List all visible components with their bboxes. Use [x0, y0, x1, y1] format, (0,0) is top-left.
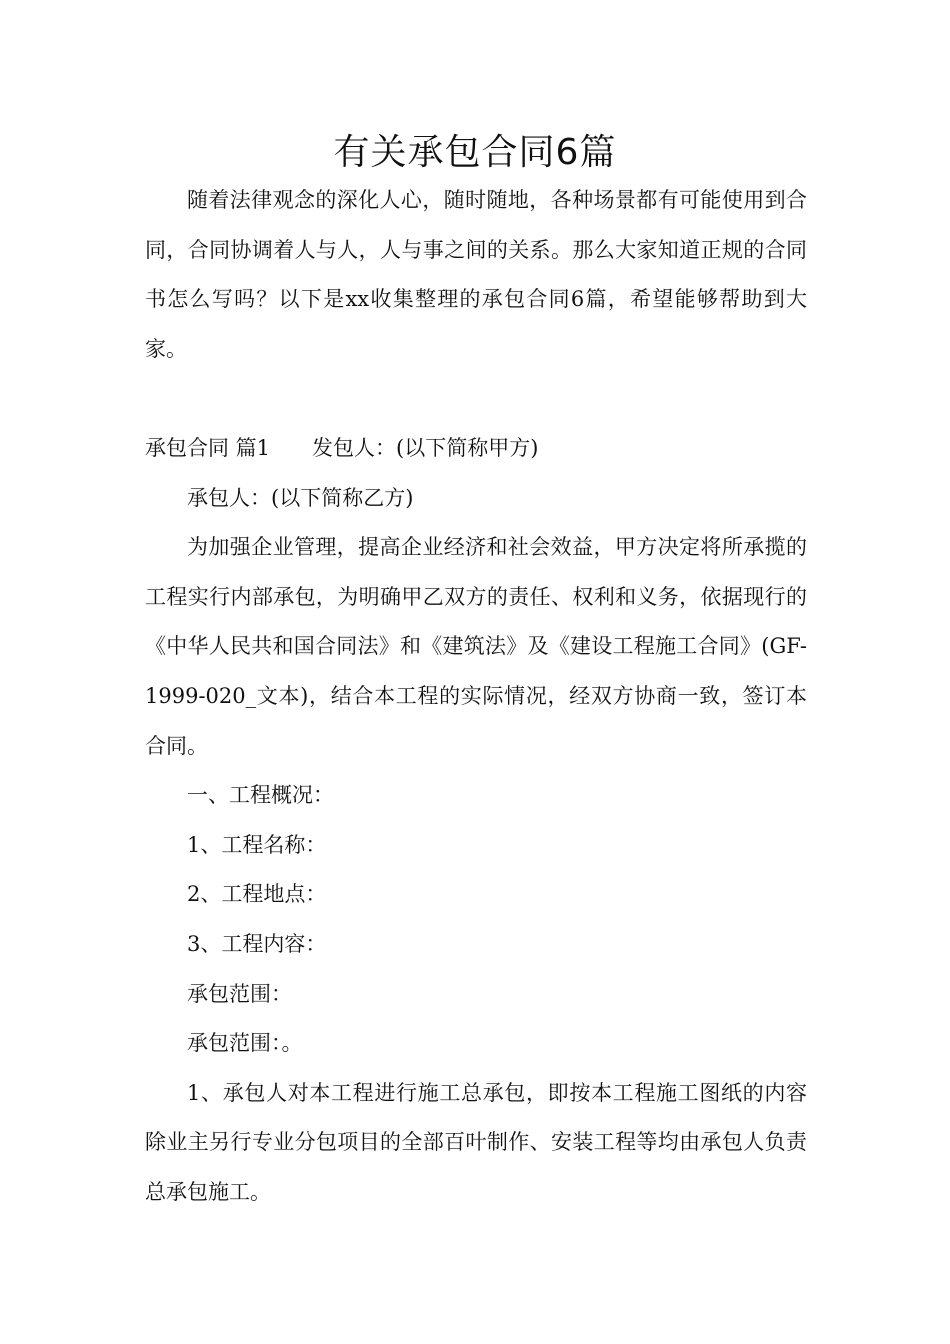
- overview-title: 一、工程概况：: [187, 783, 334, 808]
- scope-label: 承包范围：: [187, 981, 292, 1006]
- project-name-item: 1、工程名称：: [187, 832, 327, 857]
- section-heading: 承包合同 篇1: [145, 435, 271, 460]
- clause-paragraph: 1、承包人对本工程进行施工总承包，即按本工程施工图纸的内容除业主另行专业分包项目的全部百叶制作、安装工程等均由承包人负责总承包施工。: [145, 1080, 807, 1204]
- employer-line: 发包人：(以下简称甲方): [312, 435, 539, 460]
- project-content-item: 3、工程内容：: [187, 931, 327, 956]
- contractor-line: 承包人：(以下简称乙方): [187, 485, 414, 510]
- project-location-item: 2、工程地点：: [187, 882, 327, 907]
- preamble-paragraph: 为加强企业管理，提高企业经济和社会效益，甲方决定将所承揽的工程实行内部承包，为明确甲乙双方的责任、权利和义务，依据现行的《中华人民共和国合同法》和《建筑法》及《建设工程施工合同》(GF-1999-020_文本)，结合本工程的实际情况，经双方协商一致，签订本合同。: [145, 535, 807, 758]
- intro-paragraph: 随着法律观念的深化人心，随时随地，各种场景都有可能使用到合同，合同协调着人与人，人与事之间的关系。那么大家知道正规的合同书怎么写吗？以下是xx收集整理的承包合同6篇，希望能够帮助到大家。: [145, 188, 807, 361]
- document-body: [145, 176, 807, 1217]
- section-heading-line: [145, 424, 807, 474]
- paragraph-gap: [145, 374, 807, 424]
- scope-label-second: 承包范围：。: [187, 1031, 303, 1056]
- document-title: 有关承包合同6篇: [333, 132, 617, 173]
